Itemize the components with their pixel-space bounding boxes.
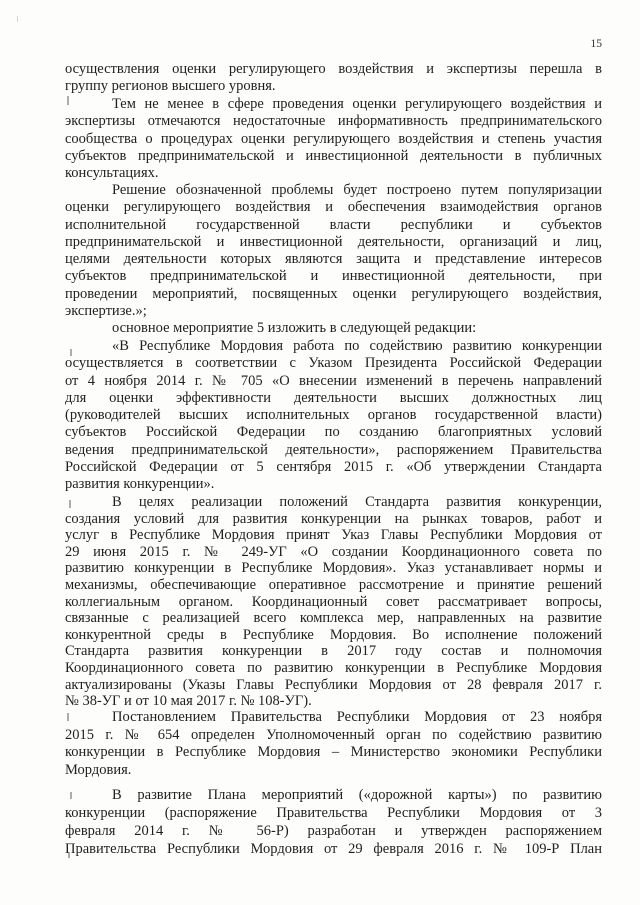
paragraph — [65, 494, 602, 710]
text-line: актуализированы (Указы Главы Республики Мордовия от 28 февраля 2017 г. — [65, 676, 602, 693]
text-line: группу регионов высшего уровня. — [65, 78, 276, 95]
text-line: связанные с реализацией всего комплекса мер, направленных на развитие — [65, 610, 602, 627]
text-line: Российской Федерации от 5 сентября 2015 г. «Об утверждении Стандарта — [65, 459, 602, 476]
text-line: развития конкуренции». — [65, 476, 215, 493]
text-line: субъектов предпринимательской и инвестиционной деятельности в публичных — [65, 147, 602, 164]
text-line: от 4 ноября 2014 г. № 705 «О внесении изменений в перечень направлений — [65, 372, 602, 389]
text-line: Постановлением Правительства Республики Мордовия от 23 ноября — [112, 709, 602, 725]
text-line: № 38-УГ и от 10 мая 2017 г. № 108-УГ). — [65, 693, 312, 710]
text-line: сообщества о процедурах оценки регулирующего воздействия и степень участия — [65, 130, 602, 147]
text-line: «В Республике Мордовия работа по содействию развитию конкуренции — [112, 338, 602, 354]
text-line: В развитие Плана мероприятий («дорожной карты») по развитию — [112, 787, 602, 803]
text-line: оценки регулирующего воздействия и обеспечения взаимодействия органов — [65, 199, 602, 216]
text-line: механизмы, обеспечивающие оперативное рассмотрение и принятие решений — [65, 576, 602, 593]
text-line: Решение обозначенной проблемы будет построено путем популяризации — [112, 182, 602, 198]
text-line: конкуренции в Республике Мордовия – Министерство экономики Республики — [65, 744, 602, 761]
text-line: для оценки эффективности деятельности высших должностных лиц — [65, 389, 602, 406]
text-line: Тем не менее в сфере проведения оценки регулирующего воздействия и — [112, 96, 602, 112]
text-line: исполнительной государственной власти республики и субъектов — [65, 216, 602, 233]
text-line: субъектов предпринимательской и инвестиционной деятельности, при — [65, 268, 602, 285]
text-line: экспертизы отмечаются недостаточные информативность предпринимательского — [65, 113, 602, 130]
text-line: Стандарта развития конкуренции в 2017 году состав и полномочия — [65, 643, 602, 660]
paragraph — [65, 709, 602, 779]
text-line: создания условий для развития конкуренции на рынках товаров, работ и — [65, 510, 602, 527]
text-line: В целях реализации положений Стандарта развития конкуренции, — [112, 494, 602, 510]
text-line: основное мероприятие 5 изложить в следующей редакции: — [112, 320, 477, 336]
text-line: Мордовия. — [65, 761, 132, 778]
text-line: 2015 г. № 654 определен Уполномоченный орган по содействию развитию — [65, 726, 602, 743]
text-line: консультациях. — [65, 165, 159, 182]
text-line: экспертизе.»; — [65, 303, 147, 320]
text-line: осуществляется в соответствии с Указом Президента Российской Федерации — [65, 355, 602, 372]
text-line: осуществления оценки регулирующего воздействия и экспертизы перешла в — [65, 61, 602, 77]
text-line: проведении мероприятий, посвященных оценки регулирующего воздействия, — [65, 285, 602, 302]
text-line: 29 июня 2015 г. № 249-УГ «О создании Координационного совета по — [65, 543, 602, 560]
text-line: услуг в Республике Мордовия принят Указ Главы Республики Мордовия от — [65, 527, 602, 544]
text-line: февраля 2014 г. № 56-Р) разработан и утвержден распоряжением — [65, 823, 602, 839]
text-line: (руководителей высших исполнительных органов государственной власти) — [65, 407, 602, 424]
paragraph — [65, 182, 602, 320]
text-line: целями деятельности которых являются защита и представление интересов — [65, 251, 602, 268]
text-line: развитию конкуренции в Республике Мордовия». Указ устанавливает нормы и — [65, 560, 602, 577]
text-line: предпринимательской и инвестиционной деятельности, организаций и лиц, — [65, 233, 602, 250]
paragraph — [65, 96, 602, 182]
paragraph — [65, 320, 602, 337]
paragraph — [65, 61, 602, 96]
scan-artifact — [17, 16, 18, 22]
text-line: конкуренции (распоряжение Правительства Республики Мордовия от 3 — [65, 805, 602, 821]
text-line: Правительства Республики Мордовия от 29 февраля 2016 г. № 109-Р План — [65, 841, 602, 857]
text-line: конкурентной среды в Республике Мордовия. Во исполнение положений — [65, 626, 602, 643]
page-number: 15 — [590, 38, 602, 50]
paragraph — [65, 338, 602, 494]
text-line: ведения предпринимательской деятельности», распоряжением Правительства — [65, 441, 602, 458]
text-line: Координационного совета по развитию конкуренции в Республике Мордовия — [65, 659, 602, 676]
text-line: коллегиальным органом. Координационный совет рассматривает вопросы, — [65, 593, 602, 610]
paragraph — [65, 786, 602, 858]
text-line: субъектов Российской Федерации по созданию благоприятных условий — [65, 424, 602, 441]
